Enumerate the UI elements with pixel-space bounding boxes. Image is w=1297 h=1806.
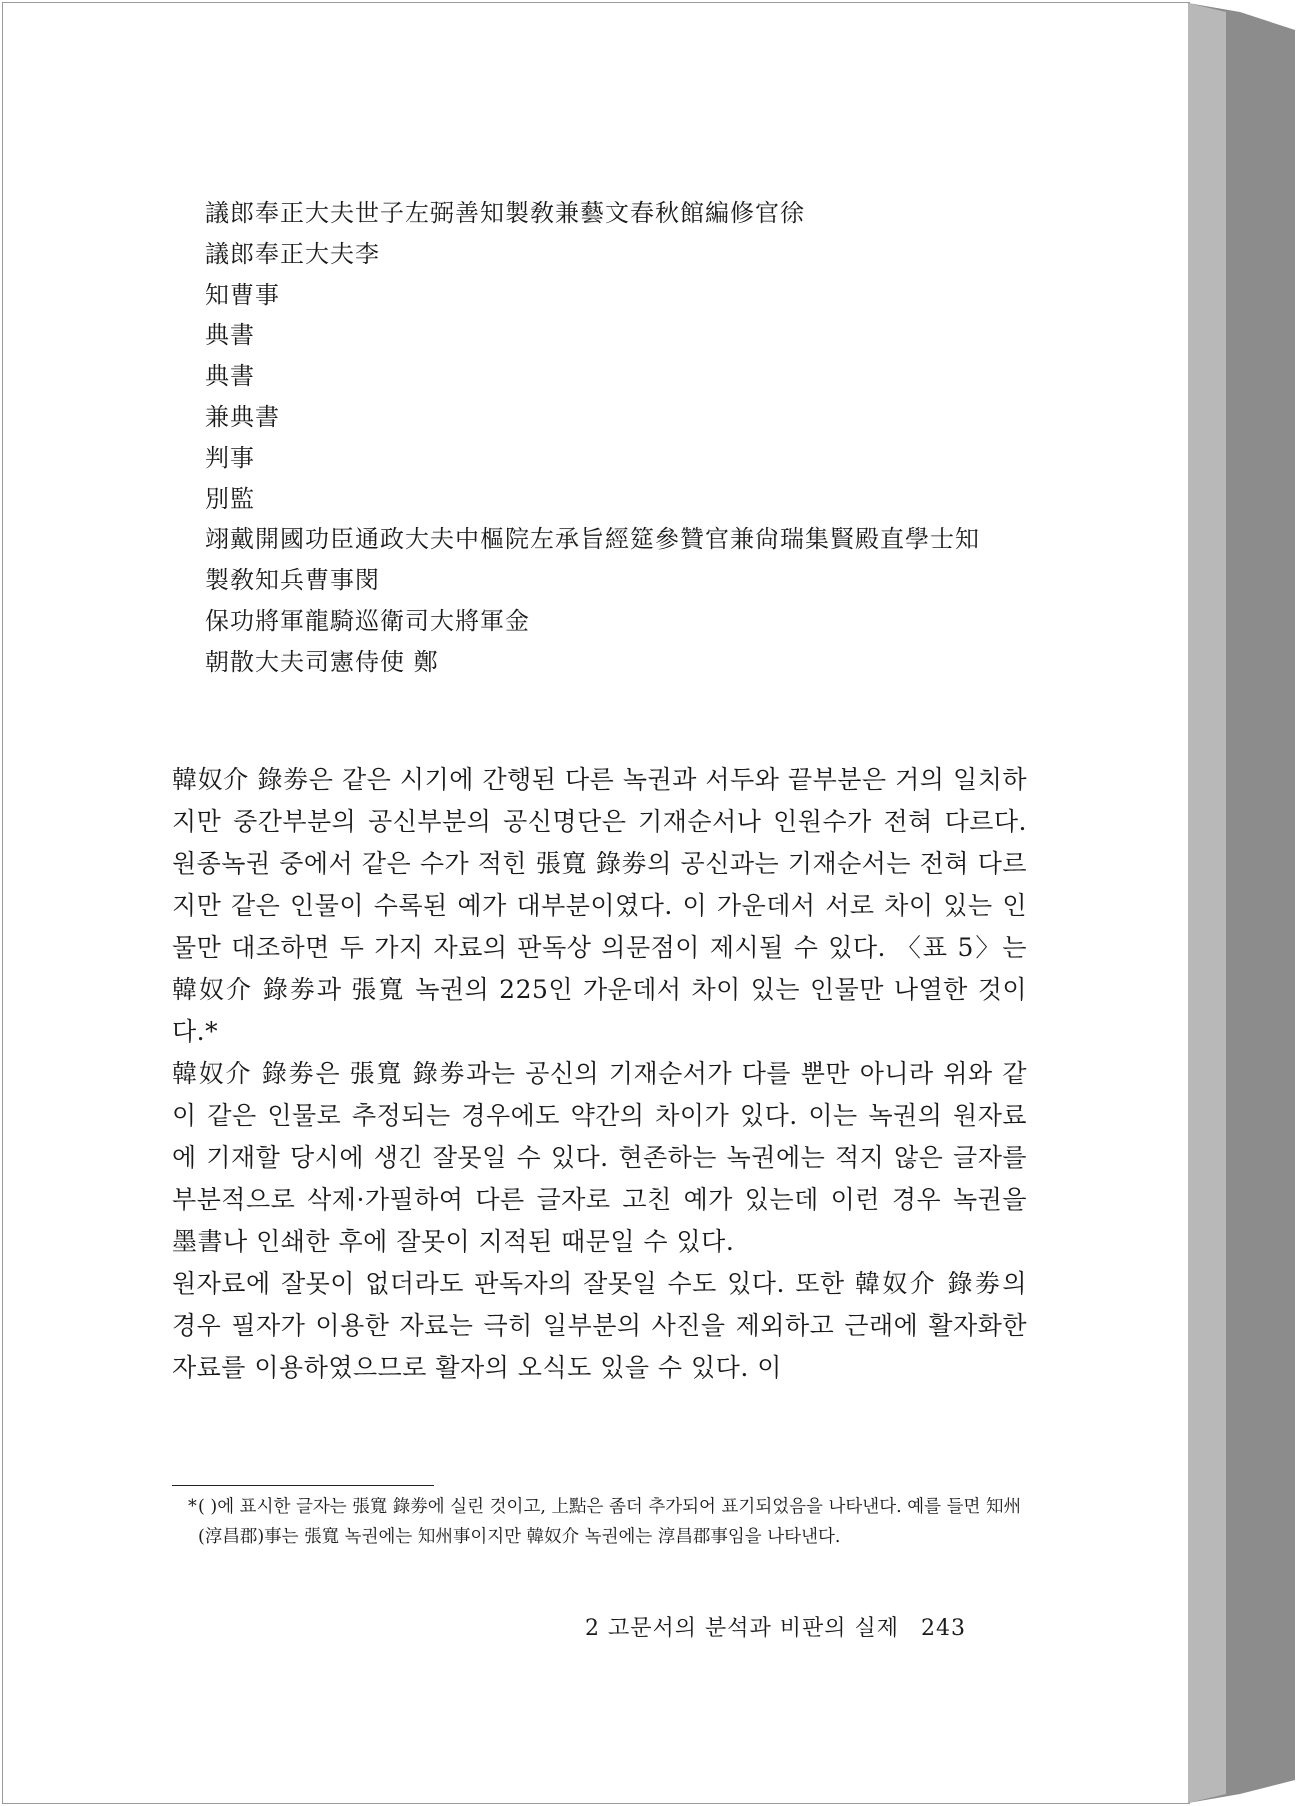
official-line: 議郎奉正大夫李 xyxy=(205,239,380,268)
official-line: 兼典書 xyxy=(205,402,280,431)
official-line: 典書 xyxy=(205,321,255,350)
page-number: 243 xyxy=(921,1616,966,1641)
official-line: 判事 xyxy=(205,443,255,472)
official-line: 翊戴開國功臣通政大夫中樞院左承旨經筵參贊官兼尙瑞集賢殿直學士知 xyxy=(205,525,980,554)
official-line: 知曹事 xyxy=(205,280,280,309)
officials-list xyxy=(205,193,980,683)
paragraph: 원자료에 잘못이 없더라도 판독자의 잘못일 수도 있다. 또한 韓奴介 錄劵의 경우 필자가 이용한 자료는 극히 일부분의 사진을 제외하고 근래에 활자화한 자료를 이용하였으므로 활자의 오식도 있을 수 있다. 이 xyxy=(172,1269,1027,1382)
body-text xyxy=(172,759,1027,1389)
official-line: 保功將軍龍騎巡衛司大將軍金 xyxy=(205,606,530,635)
footnote-text: ( )에 표시한 글자는 張寬 錄劵에 실린 것이고, 上點은 좀더 추가되어 표기되었음을 나타낸다. 예를 들면 知州(淳昌郡)事는 張寬 녹권에는 知州事이지만 韓奴介 녹권에는 淳昌郡事임을 나타낸다. xyxy=(198,1497,1021,1547)
running-footer xyxy=(585,1611,966,1642)
official-line: 朝散大夫司憲侍使 鄭 xyxy=(205,647,439,676)
official-line: 製敎知兵曹事閔 xyxy=(205,566,380,595)
footnote xyxy=(188,1492,1028,1552)
footnote-divider xyxy=(172,1485,434,1486)
paragraph: 韓奴介 錄劵은 張寬 錄劵과는 공신의 기재순서가 다를 뿐만 아니라 위와 같이 같은 인물로 추정되는 경우에도 약간의 차이가 있다. 이는 녹권의 원자료에 기재할 당시에 생긴 잘못일 수 있다. 현존하는 녹권에는 적지 않은 글자를 부분적으로 삭제·가필하여 다른 글자로 고친 예가 있는데 이런 경우 녹권을 墨書나 인쇄한 후에 잘못이 지적된 때문일 수 있다. xyxy=(172,1059,1027,1256)
footnote-mark: * xyxy=(188,1497,197,1517)
page-edge-highlight xyxy=(1188,3,1226,1803)
official-line: 別監 xyxy=(205,484,255,513)
paragraph: 韓奴介 錄劵은 같은 시기에 간행된 다른 녹권과 서두와 끝부분은 거의 일치하지만 중간부분의 공신부분의 공신명단은 기재순서나 인원수가 전혀 다르다. 원종녹권 중에서 같은 수가 적힌 張寬 錄劵의 공신과는 기재순서는 전혀 다르지만 같은 인물이 수록된 예가 대부분이였다. 이 가운데서 서로 차이 있는 인물만 대조하면 두 가지 자료의 판독상 의문점이 제시될 수 있다. 〈표 5〉는 韓奴介 錄劵과 張寬 녹권의 225인 가운데서 차이 있는 인물만 나열한 것이다.* xyxy=(172,765,1027,1046)
official-line: 議郎奉正大夫世子左弼善知製敎兼藝文春秋館編修官徐 xyxy=(205,199,805,227)
official-line: 典書 xyxy=(205,362,255,391)
chapter-title: 2 고문서의 분석과 비판의 실제 xyxy=(585,1616,899,1641)
